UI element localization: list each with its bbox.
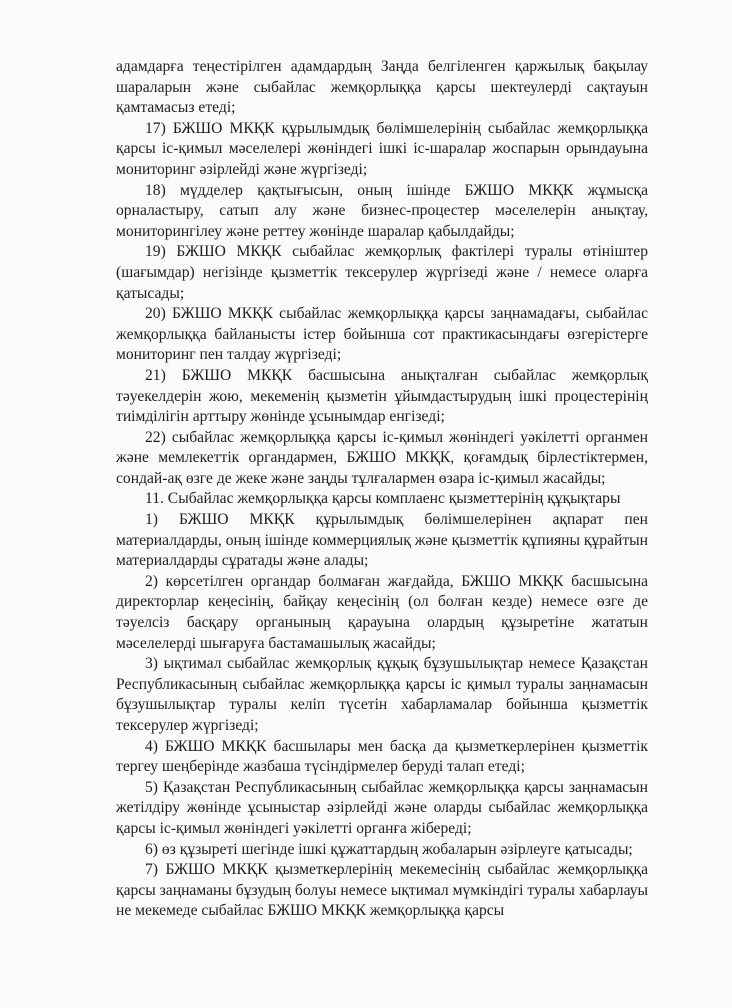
paragraph-right-5: 5) Қазақстан Республикасының сыбайлас жемқорлыққа қарсы заңнамасын жетілдіру жөнінде ұсыныстар әзірлейді және оларды сыбайлас жемқорлыққа қарсы іс-қимыл жөніндегі уәкілетті органға жібереді; <box>116 778 648 837</box>
paragraph-item-18: 18) мүдделер қақтығысын, оның ішінде БЖШО МКҚК жұмысқа орналастыру, сатып алу және бизнес-процестер мәселелерін анықтау, мониторингілеу және реттеу жөнінде шаралар қабылдайды; <box>116 181 648 240</box>
paragraph-right-6: 6) өз құзыреті шегінде ішкі құжаттардың жобаларын әзірлеуге қатысады; <box>145 840 633 858</box>
paragraph-continuation: адамдарға теңестірілген адамдардың Заңда белгіленген қаржылық бақылау шараларын және сыбайлас жемқорлыққа қарсы шектеулерді сақтауын қамтамасыз етеді; <box>116 58 648 117</box>
paragraph-right-4: 4) БЖШО МКҚК басшылары мен басқа да қызметкерлерінен қызметтік тергеу шеңберінде жазбаша түсіндірмелер беруді талап етеді; <box>116 737 648 776</box>
paragraph-right-1: 1) БЖШО МКҚК құрылымдық бөлімшелерінен ақпарат пен материалдарды, оның ішінде коммерциялық және қызметтік құпияны құрайтын материалдарды сұратады және алады; <box>116 511 648 570</box>
paragraph-item-17: 17) БЖШО МКҚК құрылымдық бөлімшелерінің сыбайлас жемқорлыққа қарсы іс-қимыл мәселелері жөніндегі ішкі іс-шаралар жоспарын орындауына мониторинг әзірлейді және жүргізеді; <box>116 119 648 178</box>
paragraph-item-22: 22) сыбайлас жемқорлыққа қарсы іс-қимыл жөніндегі уәкілетті органмен және мемлекеттік органдармен, БЖШО МКҚК, қоғамдық бірлестіктермен, сондай-ақ өзге де жеке және заңды тұлғалармен өзара іс-қимыл жасайды; <box>116 428 648 487</box>
paragraph-right-3: 3) ықтимал сыбайлас жемқорлық құқық бұзушылықтар немесе Қазақстан Республикасының сыбайлас жемқорлыққа қарсы іс қимыл туралы заңнамасын бұзушылықтар туралы келіп түсетін хабарламалар бойынша қызметтік тексерулер жүргізеді; <box>116 655 648 734</box>
paragraph-right-7: 7) БЖШО МКҚК қызметкерлерінің мекемесінің сыбайлас жемқорлыққа қарсы заңнаманы бұзудың болуы немесе ықтимал мүмкіндігі туралы хабарлауы не мекемеде сыбайлас БЖШО МКҚК жемқорлыққа қарсы <box>116 861 648 920</box>
paragraph-right-2: 2) көрсетілген органдар болмаған жағдайда, БЖШО МКҚК басшысына директорлар кеңесінің, байқау кеңесінің (ол болған кезде) немесе өзге де тәуелсіз басқару органының қарауына олардың құзыретіне жататын мәселелерді шығаруға бастамашылық жасайды; <box>116 572 648 652</box>
paragraph-item-19: 19) БЖШО МКҚК сыбайлас жемқорлық фактілері туралы өтініштер (шағымдар) негізінде қызметтік тексерулер жүргізеді және / немесе оларға қатысады; <box>116 243 648 302</box>
paragraph-item-21: 21) БЖШО МКҚК басшысына анықталған сыбайлас жемқорлық тәуекелдерін жою, мекеменің қызметін ұйымдастырудың ішкі процестерінің тиімділігін арттыру жөнінде ұсынымдар енгізеді; <box>116 366 648 426</box>
section-heading-11: 11. Сыбайлас жемқорлыққа қарсы комплаенс қызметтерінің құқықтары <box>145 490 621 508</box>
paragraph-item-20: 20) БЖШО МКҚК сыбайлас жемқорлыққа қарсы заңнамадағы, сыбайлас жемқорлыққа байланысты істер бойынша сот практикасындағы өзгерістерге мониторинг пен талдау жүргізеді; <box>116 305 648 364</box>
